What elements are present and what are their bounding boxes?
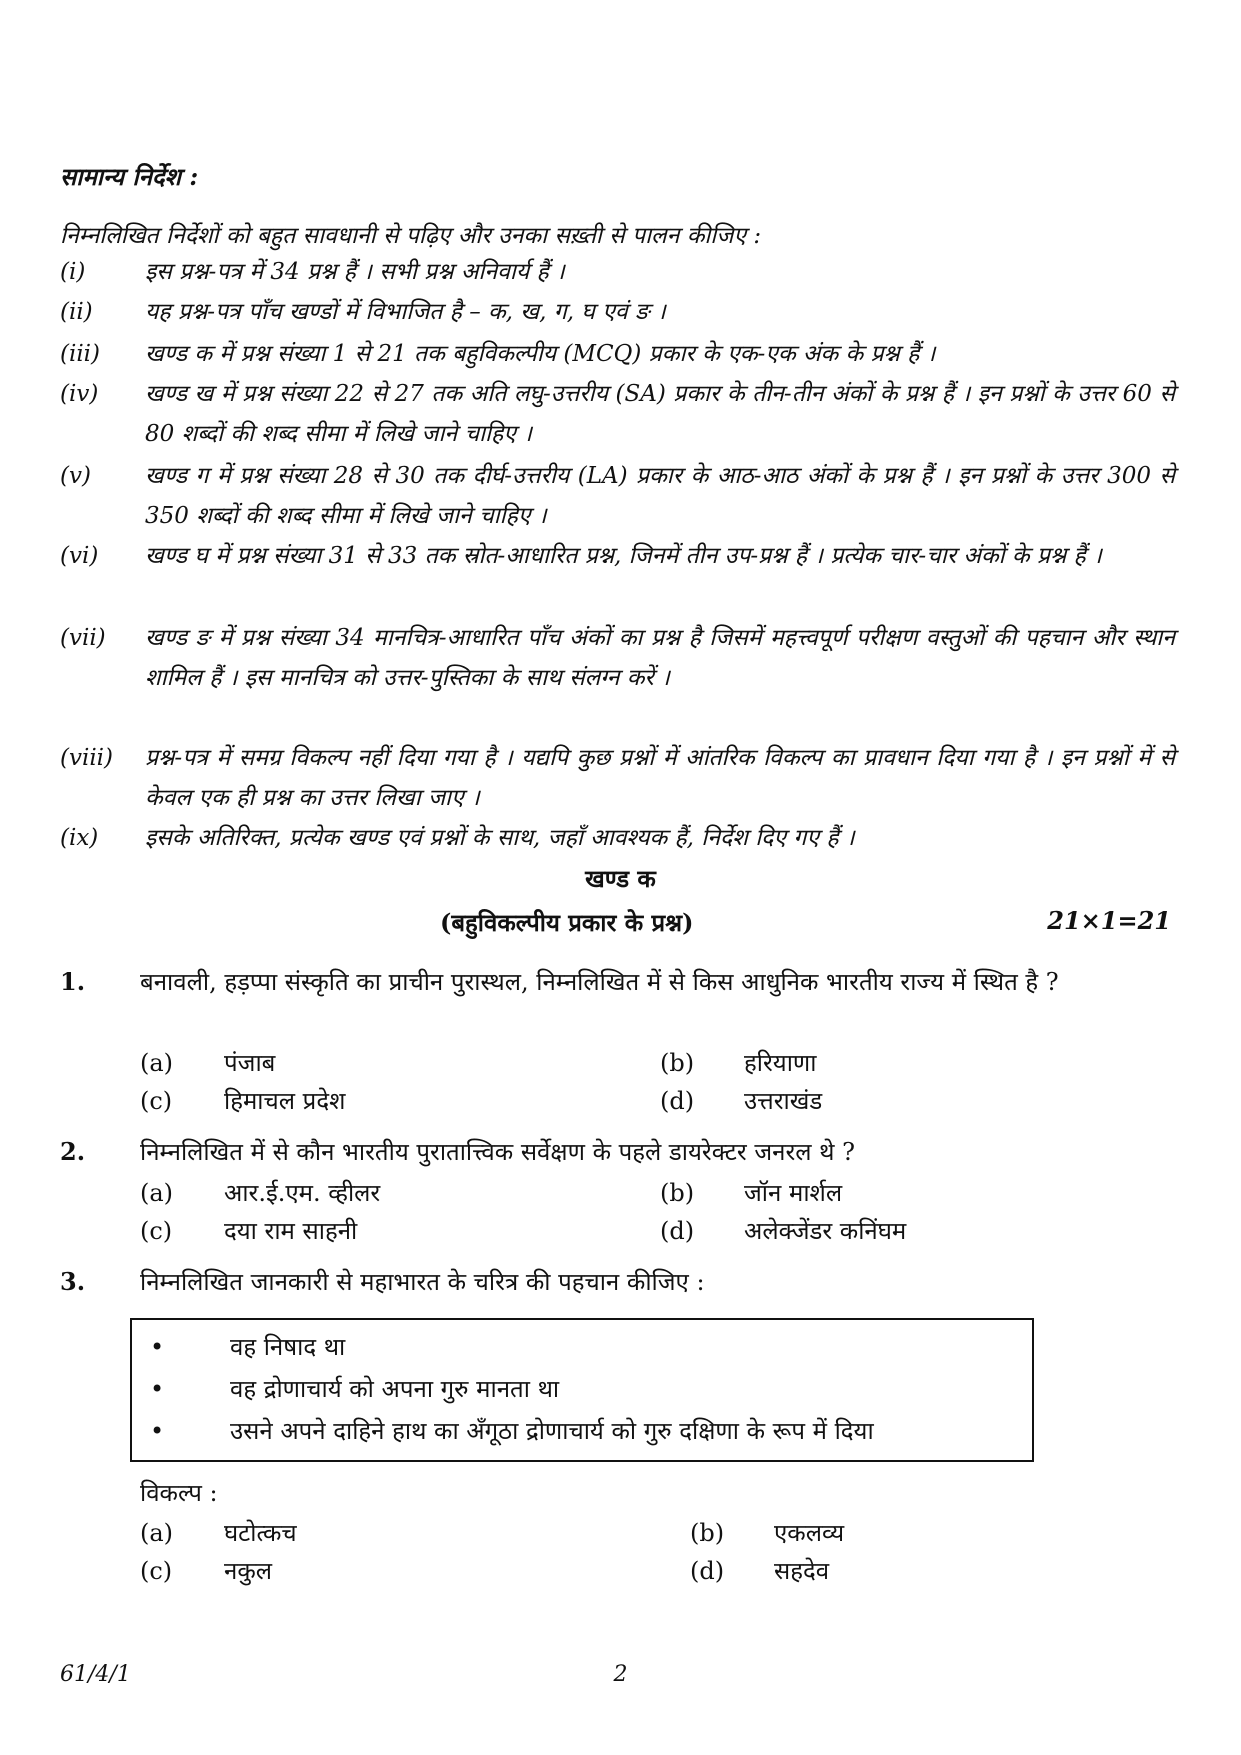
- option-label: (d): [660, 1087, 695, 1115]
- option-text: हरियाणा: [744, 1049, 817, 1077]
- instruction-text: खण्ड क में प्रश्न संख्या 1 से 21 तक बहुविकल्पीय (MCQ) प्रकार के एक-एक अंक के प्रश्न हैं ।: [145, 341, 936, 367]
- instruction-item: [60, 252, 1180, 292]
- instruction-text: इसके अतिरिक्त, प्रत्येक खण्ड एवं प्रश्नों के साथ, जहाँ आवश्यक हैं, निर्देश दिए गए हैं ।: [145, 825, 855, 851]
- instruction-item: [60, 818, 1180, 858]
- option-a: [140, 1176, 380, 1209]
- option-b: [690, 1516, 844, 1549]
- instruction-number: (vii): [60, 625, 106, 651]
- instruction-number: (iii): [60, 341, 101, 367]
- option-d: [660, 1084, 822, 1117]
- option-text: दया राम साहनी: [224, 1217, 358, 1245]
- option-text: अलेक्जेंडर कनिंघम: [744, 1217, 907, 1245]
- option-label: (a): [140, 1179, 174, 1207]
- option-text: हिमाचल प्रदेश: [224, 1087, 346, 1115]
- option-a: [140, 1046, 275, 1079]
- option-text: एकलव्य: [774, 1519, 845, 1547]
- option-label: (b): [660, 1049, 695, 1077]
- clue-text: उसने अपने दाहिने हाथ का अँगूठा द्रोणाचार्य को गुरु दक्षिणा के रूप में दिया: [230, 1417, 874, 1445]
- question-number: 2.: [60, 1137, 86, 1166]
- clue-bullet: [144, 1414, 874, 1447]
- option-c: [140, 1554, 272, 1587]
- instruction-item: [60, 738, 1180, 818]
- option-d: [690, 1554, 829, 1587]
- instruction-text: खण्ड ग में प्रश्न संख्या 28 से 30 तक दीर्घ-उत्तरीय (LA) प्रकार के आठ-आठ अंकों के प्रश्न हैं । इन प्रश्नों के उत्तर 300 से 350 शब्दों की शब्द सीमा में लिखे जाने चाहिए ।: [145, 463, 1175, 529]
- instruction-number: (vi): [60, 543, 99, 569]
- instruction-text: प्रश्न-पत्र में समग्र विकल्प नहीं दिया गया है । यद्यपि कुछ प्रश्नों में आंतरिक विकल्प का प्रावधान दिया गया है । इन प्रश्नों में से केवल एक ही प्रश्न का उत्तर लिखा जाए ।: [145, 745, 1175, 811]
- section-subtitle: (बहुविकल्पीय प्रकार के प्रश्न): [440, 908, 694, 937]
- option-b: [660, 1176, 842, 1209]
- options-label: विकल्प :: [140, 1479, 218, 1507]
- bullet-dot: •: [150, 1333, 165, 1361]
- option-a: [140, 1516, 297, 1549]
- general-instructions-heading: सामान्य निर्देश :: [60, 162, 199, 191]
- section-title: खण्ड क: [585, 864, 656, 893]
- instruction-number: (ii): [60, 299, 93, 325]
- option-label: (d): [660, 1217, 695, 1245]
- section-marks: 21×1=21: [1047, 906, 1171, 935]
- general-instructions-intro: निम्नलिखित निर्देशों को बहुत सावधानी से पढ़िए और उनका सख़्ती से पालन कीजिए :: [60, 223, 762, 249]
- instruction-item: [60, 618, 1180, 698]
- option-d: [660, 1214, 906, 1247]
- option-label: (d): [690, 1557, 725, 1585]
- question-text: निम्नलिखित जानकारी से महाभारत के चरित्र की पहचान कीजिए :: [140, 1268, 705, 1296]
- option-text: जॉन मार्शल: [744, 1179, 843, 1207]
- option-label: (c): [140, 1217, 173, 1245]
- option-text: पंजाब: [224, 1049, 276, 1077]
- instruction-item: [60, 292, 1180, 332]
- question-text: बनावली, हड़प्पा संस्कृति का प्राचीन पुरास्थल, निम्नलिखित में से किस आधुनिक भारतीय राज्य में स्थित है ?: [140, 968, 1059, 996]
- instruction-item: [60, 456, 1180, 536]
- option-label: (b): [660, 1179, 695, 1207]
- instruction-number: (v): [60, 463, 91, 489]
- bullet-dot: •: [150, 1417, 165, 1445]
- question-3: [60, 1262, 1160, 1302]
- instruction-item: [60, 334, 1180, 374]
- instruction-text: खण्ड ख में प्रश्न संख्या 22 से 27 तक अति लघु-उत्तरीय (SA) प्रकार के तीन-तीन अंकों के प्रश्न हैं । इन प्रश्नों के उत्तर 60 से 80 शब्दों की शब्द सीमा में लिखे जाने चाहिए ।: [145, 381, 1175, 447]
- option-text: सहदेव: [774, 1557, 830, 1585]
- instruction-text: यह प्रश्न-पत्र पाँच खण्डों में विभाजित है – क, ख, ग, घ एवं ङ ।: [145, 299, 666, 325]
- option-text: आर.ई.एम. व्हीलर: [224, 1179, 381, 1207]
- bullet-dot: •: [150, 1375, 165, 1403]
- option-b: [660, 1046, 816, 1079]
- option-label: (b): [690, 1519, 725, 1547]
- option-text: नकुल: [224, 1557, 273, 1585]
- instruction-item: [60, 374, 1180, 454]
- instruction-text: खण्ड ङ में प्रश्न संख्या 34 मानचित्र-आधारित पाँच अंकों का प्रश्न है जिसमें महत्त्वपूर्ण परीक्षण वस्तुओं की पहचान और स्थान शामिल हैं । इस मानचित्र को उत्तर-पुस्तिका के साथ संलग्न करें ।: [145, 625, 1175, 691]
- clue-bullet: [144, 1330, 345, 1363]
- option-label: (c): [140, 1557, 173, 1585]
- instruction-number: (ix): [60, 825, 99, 851]
- option-label: (a): [140, 1519, 174, 1547]
- clue-text: वह निषाद था: [230, 1333, 346, 1361]
- instruction-number: (i): [60, 259, 86, 285]
- instruction-number: (iv): [60, 381, 99, 407]
- question-number: 3.: [60, 1267, 86, 1296]
- clue-text: वह द्रोणाचार्य को अपना गुरु मानता था: [230, 1375, 560, 1403]
- instruction-number: (viii): [60, 745, 114, 771]
- paper-code: 61/4/1: [60, 1662, 131, 1687]
- question-number: 1.: [60, 967, 86, 996]
- option-text: उत्तराखंड: [744, 1087, 823, 1115]
- option-label: (a): [140, 1049, 174, 1077]
- clue-box: [130, 1318, 1034, 1462]
- instruction-item: [60, 536, 1180, 576]
- option-label: (c): [140, 1087, 173, 1115]
- instruction-text: खण्ड घ में प्रश्न संख्या 31 से 33 तक स्रोत-आधारित प्रश्न, जिनमें तीन उप-प्रश्न हैं । प्रत्येक चार-चार अंकों के प्रश्न हैं ।: [145, 543, 1102, 569]
- question-2: [60, 1132, 1160, 1172]
- option-text: घटोत्कच: [224, 1519, 297, 1547]
- question-text: निम्नलिखित में से कौन भारतीय पुरातात्त्विक सर्वेक्षण के पहले डायरेक्टर जनरल थे ?: [140, 1138, 855, 1166]
- page-number: 2: [613, 1662, 628, 1687]
- option-c: [140, 1214, 357, 1247]
- clue-bullet: [144, 1372, 559, 1405]
- option-c: [140, 1084, 345, 1117]
- question-1: [60, 962, 1160, 1002]
- instruction-text: इस प्रश्न-पत्र में 34 प्रश्न हैं । सभी प्रश्न अनिवार्य हैं ।: [145, 259, 565, 285]
